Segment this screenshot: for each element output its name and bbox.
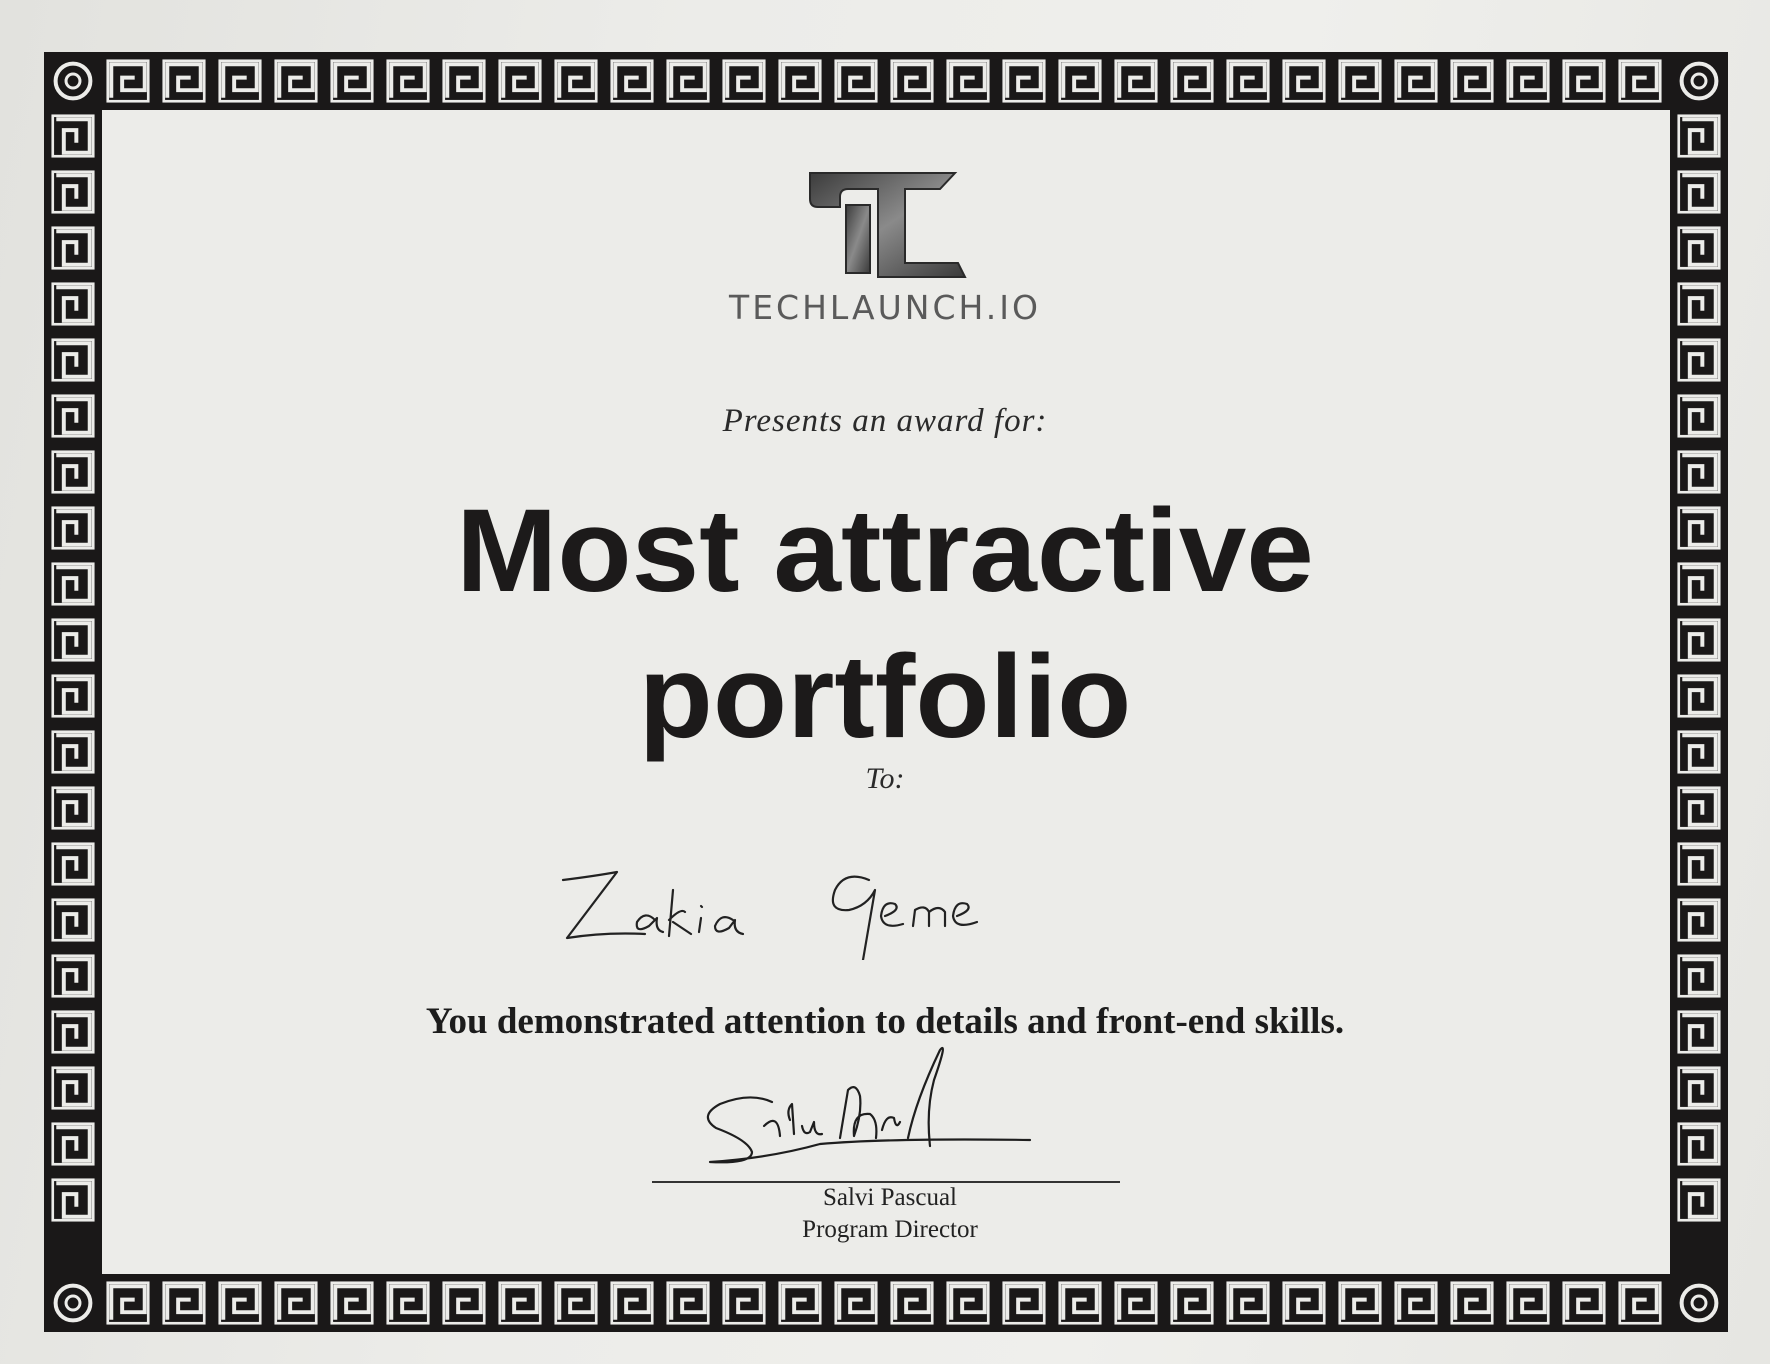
to-label: To: — [865, 762, 905, 795]
award-title — [267, 478, 1503, 770]
signer-title: Program Director — [802, 1216, 978, 1243]
intro-text: Presents an award for: — [722, 403, 1048, 439]
techlaunch-logo-icon — [800, 165, 970, 285]
organization-name: TECHLAUNCH.IO — [729, 288, 1041, 327]
award-title-line-1: Most attractive — [456, 485, 1314, 617]
signer-name: Salvi Pascual — [822, 1184, 957, 1211]
award-title-line-2: portfolio — [638, 631, 1132, 763]
signature-line — [652, 1181, 1120, 1183]
recipient-name-handwritten — [545, 850, 1045, 960]
award-message: You demonstrated attention to details and front-end skills. — [425, 1001, 1345, 1042]
director-signature-image — [690, 1040, 1040, 1190]
